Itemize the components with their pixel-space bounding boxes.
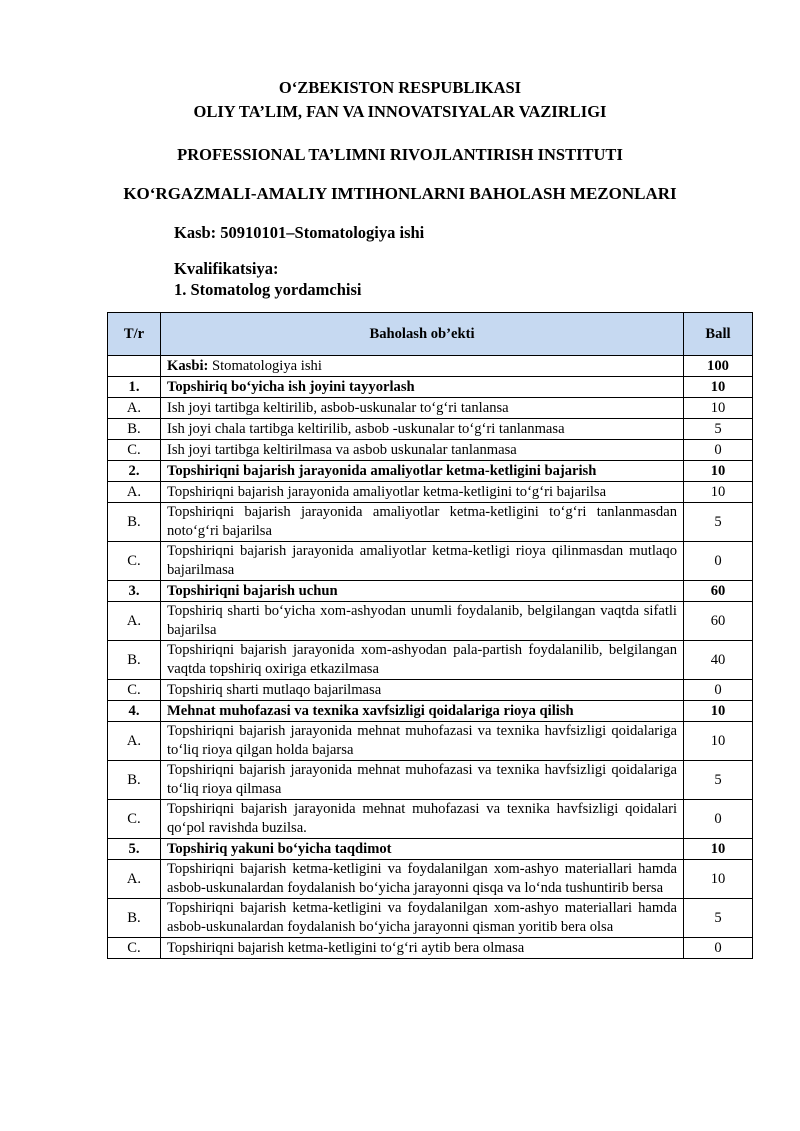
row-text: Mehnat muhofazasi va texnika xavfsizligi qoidalariga rioya qilish bbox=[161, 701, 684, 722]
row-ball: 10 bbox=[684, 482, 753, 503]
kasb-ball: 100 bbox=[684, 356, 753, 377]
row-number: B. bbox=[108, 899, 161, 938]
row-text: Topshiriq sharti bo‘yicha xom-ashyodan unumli foydalanib, belgilangan vaqtda sifatli bajarilsa bbox=[161, 602, 684, 641]
header-object: Baholash ob’ekti bbox=[161, 313, 684, 356]
row-text: Ish joyi tartibga keltirilmasa va asbob uskunalar tanlanmasa bbox=[161, 440, 684, 461]
kasb-row bbox=[108, 356, 753, 377]
row-text: Topshiriq bo‘yicha ish joyini tayyorlash bbox=[161, 377, 684, 398]
row-number: 5. bbox=[108, 839, 161, 860]
qualification-label: Kvalifikatsiya: bbox=[174, 259, 279, 278]
header-country: O‘ZBEKISTON RESPUBLIKASI bbox=[278, 78, 522, 97]
row-ball: 40 bbox=[684, 641, 753, 680]
criterion-row bbox=[108, 680, 753, 701]
row-number: B. bbox=[108, 761, 161, 800]
row-ball: 10 bbox=[684, 701, 753, 722]
row-text: Topshiriqni bajarish jarayonida amaliyotlar ketma-ketligini bajarish bbox=[161, 461, 684, 482]
section-row bbox=[108, 377, 753, 398]
row-number: C. bbox=[108, 800, 161, 839]
row-number: 1. bbox=[108, 377, 161, 398]
row-ball: 60 bbox=[684, 581, 753, 602]
row-number: C. bbox=[108, 440, 161, 461]
row-number: C. bbox=[108, 542, 161, 581]
profession-line: Kasb: 50910101–Stomatologiya ishi bbox=[174, 223, 425, 242]
row-text: Topshiriqni bajarish ketma-ketligini to‘g‘ri aytib bera olmasa bbox=[161, 938, 684, 959]
row-number: 2. bbox=[108, 461, 161, 482]
row-text: Topshiriqni bajarish ketma-ketligini va foydalanilgan xom-ashyo materiallari hamda asbob-uskunalardan foydalanish bo‘yicha jarayonni qisman yoritib bera olsa bbox=[161, 899, 684, 938]
row-text: Topshiriqni bajarish ketma-ketligini va foydalanilgan xom-ashyo materiallari hamda asbob-uskunalardan foydalanish bo‘yicha jarayonni qisqa va lo‘nda tushuntirib bersa bbox=[161, 860, 684, 899]
row-ball: 5 bbox=[684, 899, 753, 938]
section-row bbox=[108, 701, 753, 722]
kasb-value: Stomatologiya ishi bbox=[208, 357, 322, 374]
criteria-table bbox=[107, 312, 753, 959]
row-number: A. bbox=[108, 398, 161, 419]
row-number: C. bbox=[108, 680, 161, 701]
row-ball: 10 bbox=[684, 839, 753, 860]
row-number: C. bbox=[108, 938, 161, 959]
row-ball: 0 bbox=[684, 680, 753, 701]
header-ministry: OLIY TA’LIM, FAN VA INNOVATSIYALAR VAZIRLIGI bbox=[193, 102, 607, 121]
row-text: Ish joyi chala tartibga keltirilib, asbob -uskunalar to‘g‘ri tanlanmasa bbox=[161, 419, 684, 440]
criterion-row bbox=[108, 398, 753, 419]
kasb-num bbox=[108, 356, 161, 377]
row-text: Topshiriqni bajarish jarayonida xom-ashyodan pala-partish foydalanilib, belgilangan vaqtda topshiriq oxiriga etkazilmasa bbox=[161, 641, 684, 680]
row-number: B. bbox=[108, 503, 161, 542]
row-ball: 0 bbox=[684, 938, 753, 959]
kasb-cell bbox=[161, 356, 684, 377]
row-text: Topshiriqni bajarish jarayonida amaliyotlar ketma-ketligini to‘g‘ri bajarilsa bbox=[161, 482, 684, 503]
row-ball: 0 bbox=[684, 800, 753, 839]
row-text: Topshiriq sharti mutlaqo bajarilmasa bbox=[161, 680, 684, 701]
row-ball: 10 bbox=[684, 461, 753, 482]
row-ball: 0 bbox=[684, 542, 753, 581]
criterion-row bbox=[108, 761, 753, 800]
row-number: A. bbox=[108, 482, 161, 503]
row-ball: 10 bbox=[684, 860, 753, 899]
kasb-label: Kasbi: bbox=[167, 357, 209, 374]
header-number: T/r bbox=[108, 313, 161, 356]
criterion-row bbox=[108, 419, 753, 440]
document-title: KO‘RGAZMALI-AMALIY IMTIHONLARNI BAHOLASH MEZONLARI bbox=[123, 184, 677, 203]
row-text: Topshiriqni bajarish jarayonida mehnat muhofazasi va texnika havfsizligi qoidalari qo‘pol ravishda buzilsa. bbox=[161, 800, 684, 839]
row-number: 4. bbox=[108, 701, 161, 722]
row-number: 3. bbox=[108, 581, 161, 602]
criterion-row bbox=[108, 938, 753, 959]
row-text: Topshiriqni bajarish jarayonida mehnat muhofazasi va texnika havfsizligi qoidalariga to‘liq rioya qilgan holda bajarsa bbox=[161, 722, 684, 761]
section-row bbox=[108, 461, 753, 482]
criterion-row bbox=[108, 503, 753, 542]
row-text: Topshiriqni bajarish jarayonida mehnat muhofazasi va texnika havfsizligi qoidalariga to‘liq rioya qilmasa bbox=[161, 761, 684, 800]
row-ball: 0 bbox=[684, 440, 753, 461]
row-text: Topshiriqni bajarish uchun bbox=[161, 581, 684, 602]
criterion-row bbox=[108, 860, 753, 899]
row-ball: 60 bbox=[684, 602, 753, 641]
row-ball: 10 bbox=[684, 722, 753, 761]
row-ball: 10 bbox=[684, 398, 753, 419]
criterion-row bbox=[108, 800, 753, 839]
header-institute: PROFESSIONAL TA’LIMNI RIVOJLANTIRISH INSTITUTI bbox=[177, 145, 623, 164]
criterion-row bbox=[108, 641, 753, 680]
row-text: Ish joyi tartibga keltirilib, asbob-uskunalar to‘g‘ri tanlansa bbox=[161, 398, 684, 419]
row-text: Topshiriqni bajarish jarayonida amaliyotlar ketma-ketligi rioya qilinmasdan mutlaqo bajarilmasa bbox=[161, 542, 684, 581]
section-row bbox=[108, 839, 753, 860]
criterion-row bbox=[108, 542, 753, 581]
row-ball: 5 bbox=[684, 761, 753, 800]
criterion-row bbox=[108, 482, 753, 503]
header-ball: Ball bbox=[684, 313, 753, 356]
qualification-value: 1. Stomatolog yordamchisi bbox=[174, 280, 362, 299]
row-number: A. bbox=[108, 722, 161, 761]
criterion-row bbox=[108, 722, 753, 761]
criterion-row bbox=[108, 602, 753, 641]
section-row bbox=[108, 581, 753, 602]
row-number: B. bbox=[108, 641, 161, 680]
row-ball: 5 bbox=[684, 419, 753, 440]
row-number: A. bbox=[108, 860, 161, 899]
row-text: Topshiriq yakuni bo‘yicha taqdimot bbox=[161, 839, 684, 860]
row-ball: 5 bbox=[684, 503, 753, 542]
row-number: A. bbox=[108, 602, 161, 641]
row-text: Topshiriqni bajarish jarayonida amaliyotlar ketma-ketligini to‘g‘ri tanlanmasdan noto‘g‘ri bajarilsa bbox=[161, 503, 684, 542]
criterion-row bbox=[108, 899, 753, 938]
criterion-row bbox=[108, 440, 753, 461]
row-ball: 10 bbox=[684, 377, 753, 398]
table-header-row bbox=[108, 313, 753, 356]
row-number: B. bbox=[108, 419, 161, 440]
